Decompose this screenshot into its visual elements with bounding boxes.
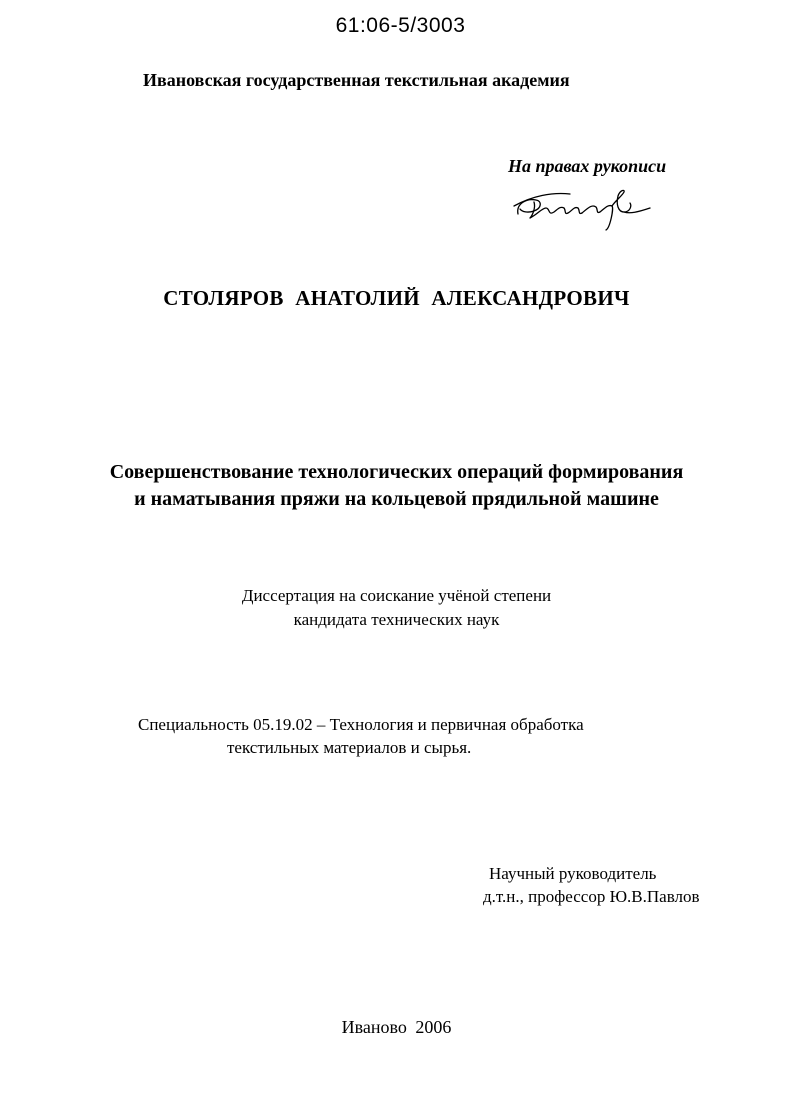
signature-stroke <box>582 206 613 230</box>
degree-statement <box>0 584 793 632</box>
supervisor-name: д.т.н., профессор Ю.В.Павлов <box>483 887 700 906</box>
title-line: Совершенствование технологических операций формирования <box>109 461 684 483</box>
institution-name: Ивановская государственная текстильная академия <box>143 70 570 90</box>
manuscript-note: На правах рукописи <box>508 156 667 176</box>
document-code: 61:06-5/3003 <box>335 14 466 37</box>
author-name: СТОЛЯРОВ АНАТОЛИЙ АЛЕКСАНДРОВИЧ <box>163 286 630 310</box>
signature-stroke <box>514 194 570 207</box>
signature-stroke <box>612 190 631 212</box>
specialty-line: Специальность 05.19.02 – Технология и первичная обработка <box>138 715 584 734</box>
signature-stroke <box>530 202 582 218</box>
dissertation-title <box>0 459 793 513</box>
title-line: и наматывания пряжи на кольцевой прядильной машине <box>134 488 659 510</box>
degree-line: Диссертация на соискание учёной степени <box>241 586 552 605</box>
specialty-line: текстильных материалов и сырья. <box>227 738 472 757</box>
degree-line: кандидата технических наук <box>293 610 500 629</box>
author-signature <box>512 178 652 232</box>
supervisor-role: Научный руководитель <box>489 864 657 883</box>
city-year: Иваново 2006 <box>341 1017 452 1037</box>
